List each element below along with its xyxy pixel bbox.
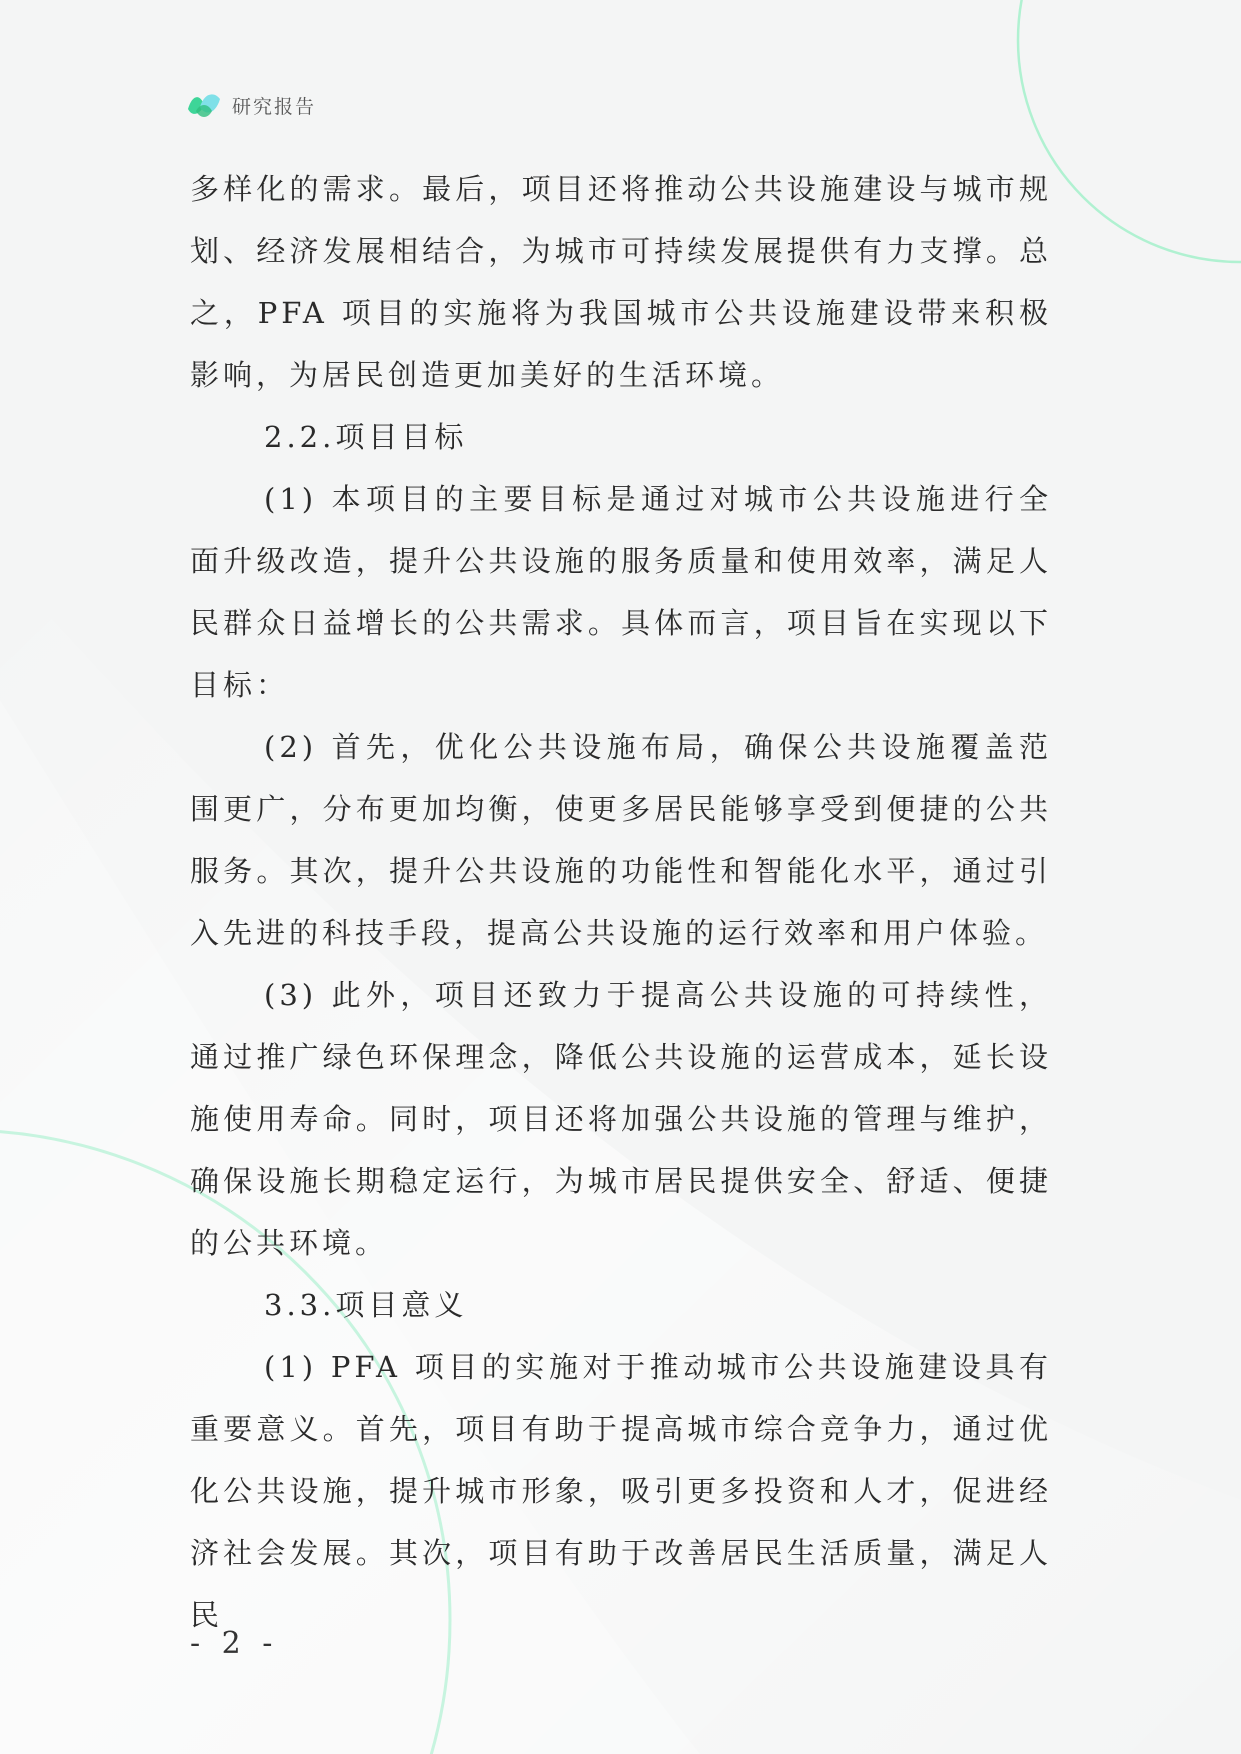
list-item: (3) 此外，项目还致力于提高公共设施的可持续性，通过推广绿色环保理念，降低公共设施的运营成本，延长设施使用寿命。同时，项目还将加强公共设施的管理与维护，确保设施长期稳定运行，为城市居民提供安全、舒适、便捷的公共环境。 <box>190 978 1052 1260</box>
section-heading-2-2: 2.2.项目目标 <box>264 420 468 454</box>
green-leaf-logo-icon <box>186 89 222 121</box>
list-item: (2) 首先，优化公共设施布局，确保公共设施覆盖范围更广，分布更加均衡，使更多居民能够享受到便捷的公共服务。其次，提升公共设施的功能性和智能化水平，通过引入先进的科技手段，提高公共设施的运行效率和用户体验。 <box>190 730 1052 950</box>
body-paragraph: 多样化的需求。最后，项目还将推动公共设施建设与城市规划、经济发展相结合，为城市可持续发展提供有力支撑。总之，PFA 项目的实施将为我国城市公共设施建设带来积极影响，为居民创造更加美好的生活环境。 <box>190 172 1052 392</box>
list-item: (1) PFA 项目的实施对于推动城市公共设施建设具有重要意义。首先，项目有助于提高城市综合竞争力，通过优化公共设施，提升城市形象，吸引更多投资和人才，促进经济社会发展。其次，项目有助于改善居民生活质量，满足人民 <box>190 1350 1052 1632</box>
document-body <box>190 158 1052 1646</box>
section-heading-3-3: 3.3.项目意义 <box>264 1288 468 1322</box>
document-header <box>186 88 316 122</box>
header-title: 研究报告 <box>232 95 317 118</box>
list-item: (1) 本项目的主要目标是通过对城市公共设施进行全面升级改造，提升公共设施的服务质量和使用效率，满足人民群众日益增长的公共需求。具体而言，项目旨在实现以下目标： <box>190 482 1052 702</box>
page-number: - 2 - <box>190 1626 279 1661</box>
